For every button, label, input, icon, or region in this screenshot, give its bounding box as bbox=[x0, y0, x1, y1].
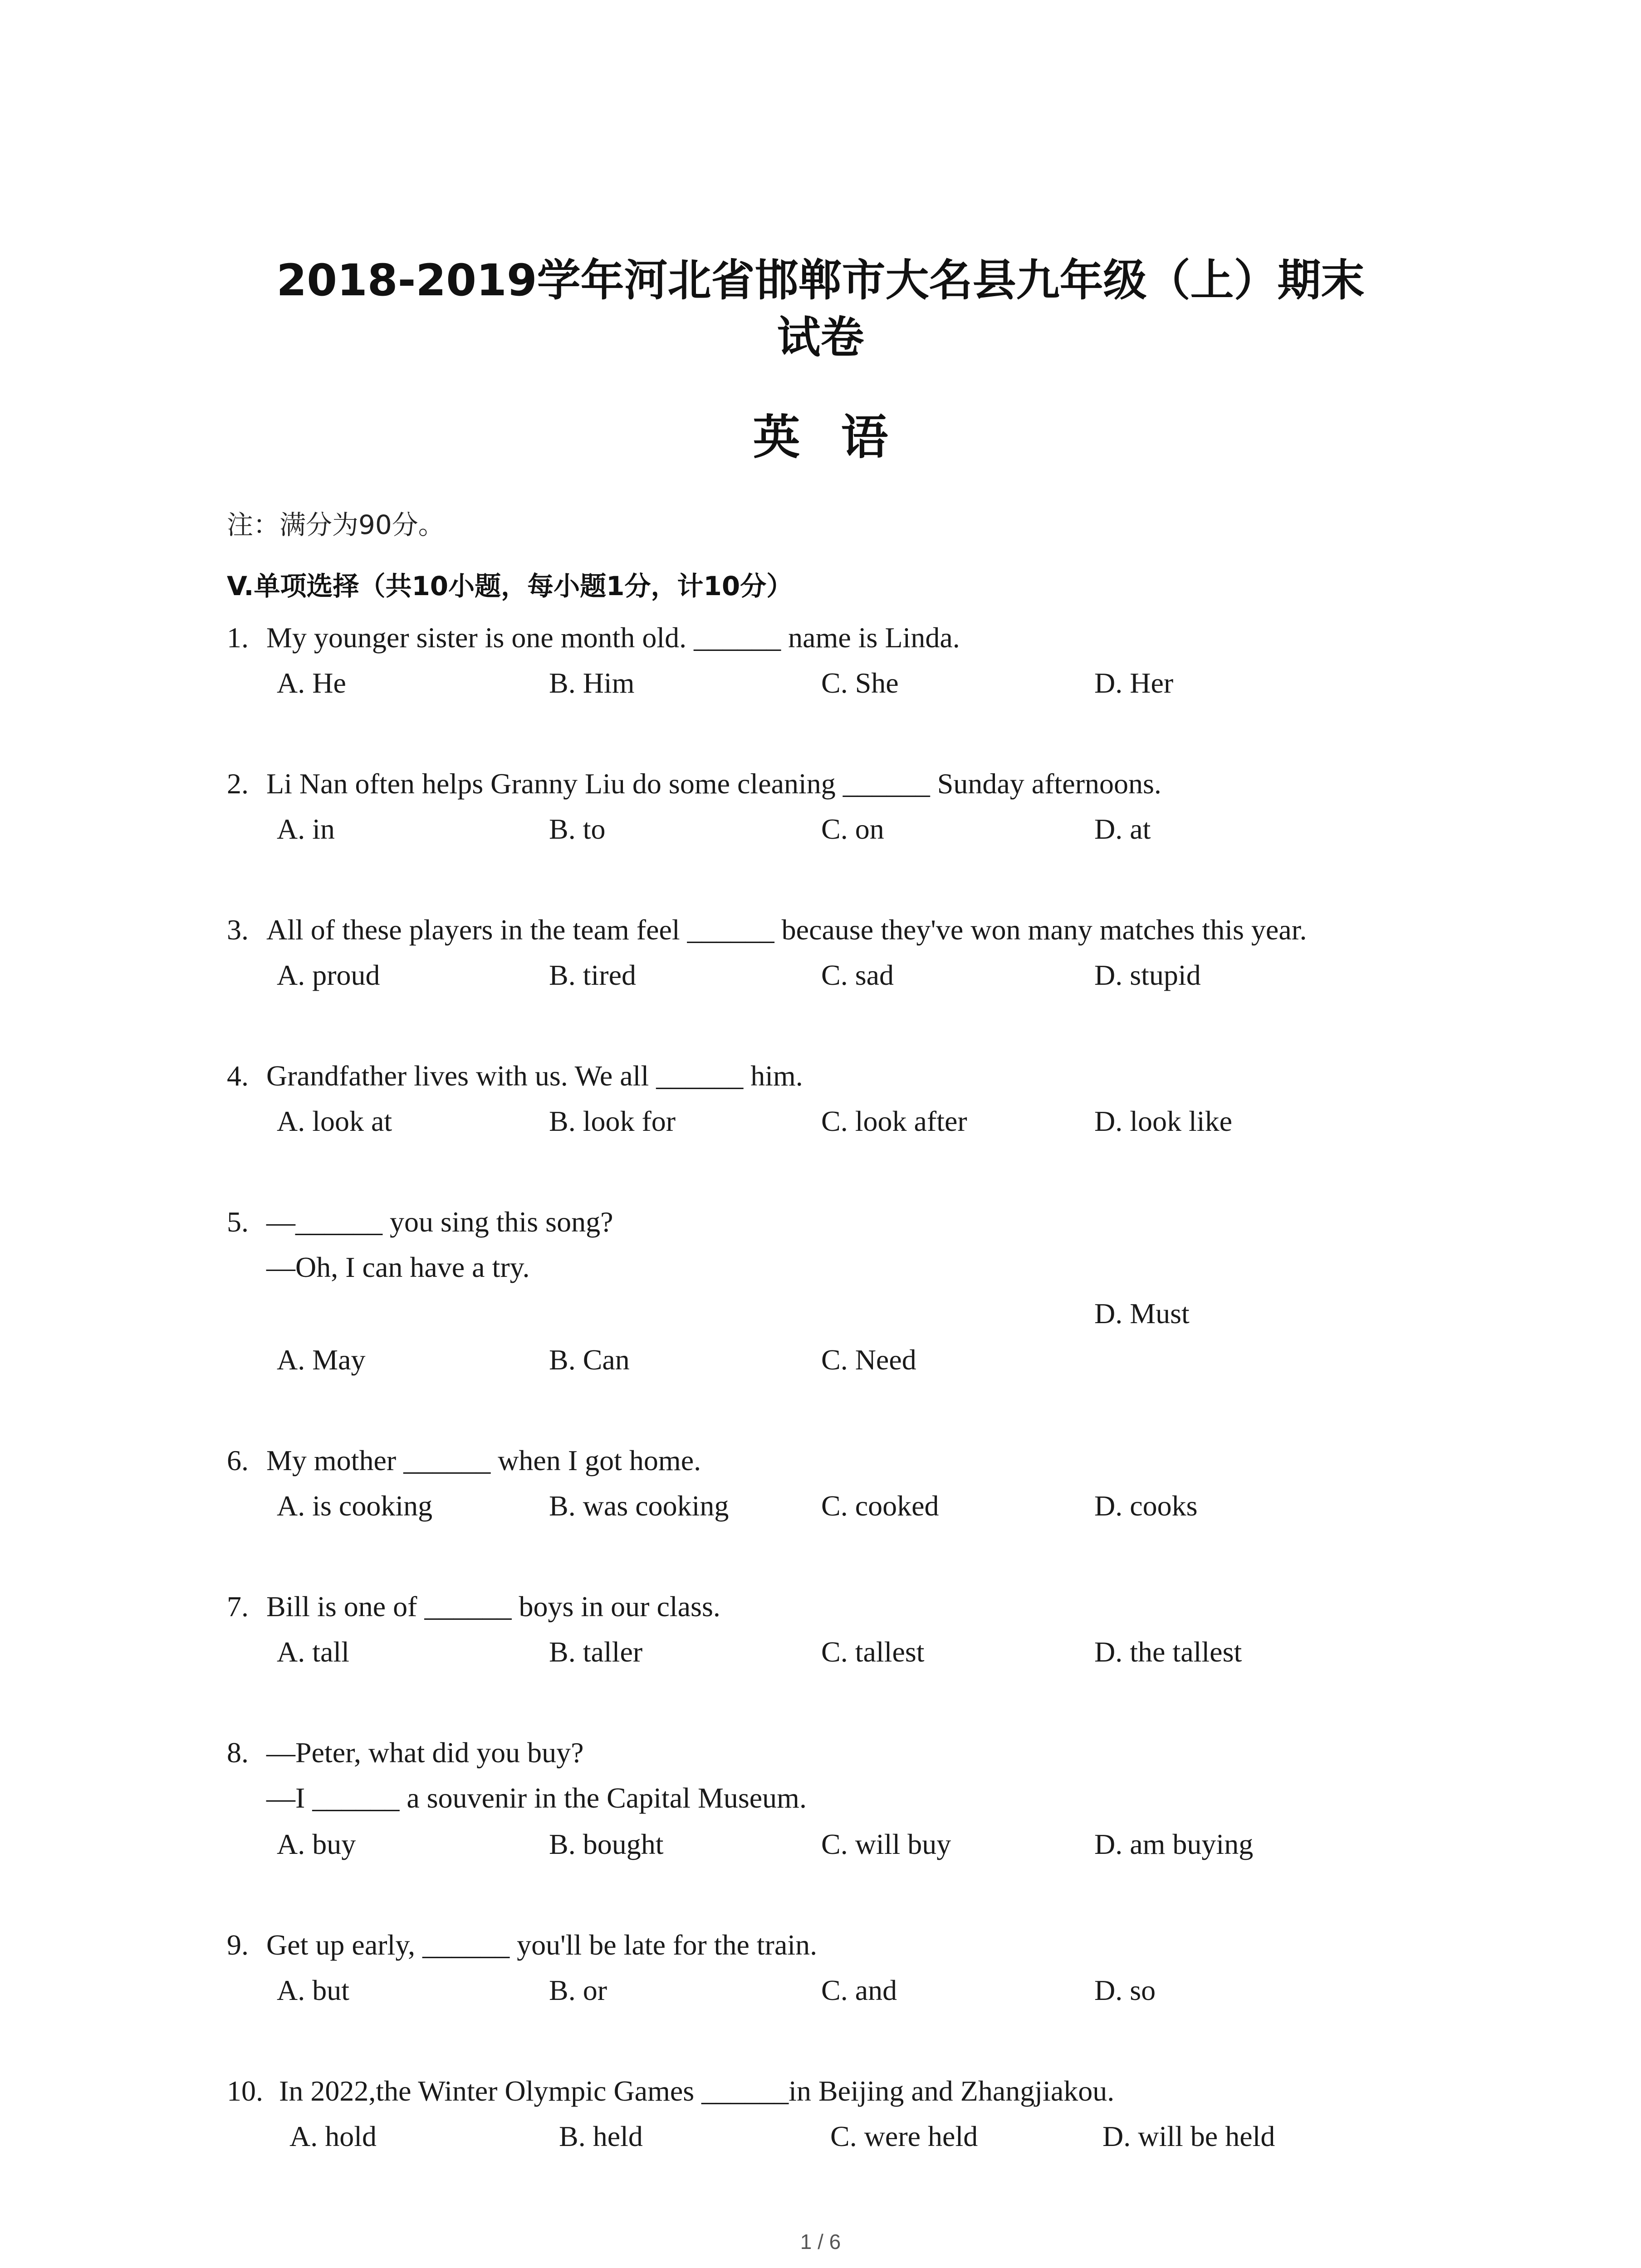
question-stem: Bill is one of ______ boys in our class. bbox=[266, 1590, 720, 1623]
question-number: 7. bbox=[227, 1590, 249, 1623]
question-number: 5. bbox=[227, 1206, 249, 1238]
option-c: C. tallest bbox=[821, 1636, 925, 1668]
question-number: 4. bbox=[227, 1060, 249, 1092]
option-d: D. at bbox=[1094, 813, 1151, 845]
option-c: C. She bbox=[821, 667, 899, 699]
option-c: C. will buy bbox=[821, 1828, 951, 1860]
score-note: 注：满分为90分。 bbox=[227, 509, 445, 540]
option-d: D. Her bbox=[1094, 667, 1174, 699]
option-d: D. cooks bbox=[1094, 1490, 1198, 1522]
option-d: D. look like bbox=[1094, 1105, 1232, 1137]
option-c: C. look after bbox=[821, 1105, 967, 1137]
question-number: 3. bbox=[227, 914, 249, 946]
option-c: C. sad bbox=[821, 959, 894, 991]
option-d: D. am buying bbox=[1094, 1828, 1254, 1860]
question-stem: Li Nan often helps Granny Liu do some cleaning ______ Sunday afternoons. bbox=[266, 767, 1161, 800]
option-c: C. cooked bbox=[821, 1490, 939, 1522]
option-a: A. but bbox=[277, 1974, 349, 2006]
option-b: B. Him bbox=[549, 667, 635, 699]
option-d: D. Must bbox=[1094, 1297, 1190, 1330]
option-a: A. hold bbox=[289, 2120, 377, 2152]
question-stem: My mother ______ when I got home. bbox=[266, 1444, 701, 1476]
option-d: D. stupid bbox=[1094, 959, 1201, 991]
question-stem: In 2022,the Winter Olympic Games ______in Beijing and Zhangjiakou. bbox=[279, 2075, 1115, 2107]
exam-title-line1: 2018-2019学年河北省邯郸市大名县九年级（上）期末 bbox=[276, 255, 1365, 306]
option-a: A. look at bbox=[277, 1105, 392, 1137]
question-stem: —Peter, what did you buy? bbox=[266, 1736, 584, 1769]
option-b: B. to bbox=[549, 813, 606, 845]
option-a: A. is cooking bbox=[277, 1490, 433, 1522]
option-c: C. Need bbox=[821, 1344, 916, 1376]
question-stem: All of these players in the team feel ______ because they've won many matches this year. bbox=[266, 914, 1307, 946]
option-a: A. He bbox=[277, 667, 346, 699]
option-b: B. bought bbox=[549, 1828, 664, 1860]
option-a: A. in bbox=[277, 813, 335, 845]
option-d: D. will be held bbox=[1102, 2120, 1275, 2152]
option-a: A. tall bbox=[277, 1636, 349, 1668]
question-stem-reply: —Oh, I can have a try. bbox=[266, 1251, 530, 1283]
option-c: C. were held bbox=[830, 2120, 978, 2152]
exam-title bbox=[136, 252, 1505, 366]
subject-heading: 英语 bbox=[753, 410, 929, 465]
option-a: A. May bbox=[277, 1344, 366, 1376]
question-number: 1. bbox=[227, 621, 249, 654]
section-heading: V.单项选择（共10小题，每小题1分，计10分） bbox=[227, 571, 793, 601]
option-b: B. Can bbox=[549, 1344, 630, 1376]
option-c: C. on bbox=[821, 813, 884, 845]
option-b: B. tired bbox=[549, 959, 636, 991]
question-stem: Get up early, ______ you'll be late for the train. bbox=[266, 1929, 818, 1961]
option-d: D. the tallest bbox=[1094, 1636, 1242, 1668]
question-number: 6. bbox=[227, 1444, 249, 1476]
option-b: B. taller bbox=[549, 1636, 643, 1668]
option-a: A. buy bbox=[277, 1828, 356, 1860]
option-c: C. and bbox=[821, 1974, 897, 2006]
question-number: 2. bbox=[227, 767, 249, 800]
question-stem: My younger sister is one month old. ______ name is Linda. bbox=[266, 621, 960, 654]
page-number: 1 / 6 bbox=[800, 2230, 841, 2253]
option-a: A. proud bbox=[277, 959, 380, 991]
option-b: B. was cooking bbox=[549, 1490, 729, 1522]
exam-title-line2: 试卷 bbox=[777, 312, 864, 363]
question-number: 9. bbox=[227, 1929, 249, 1961]
option-d: D. so bbox=[1094, 1974, 1156, 2006]
question-number: 10. bbox=[227, 2075, 263, 2107]
option-b: B. look for bbox=[549, 1105, 676, 1137]
question-stem-reply: —I ______ a souvenir in the Capital Museum. bbox=[266, 1782, 807, 1814]
option-b: B. or bbox=[549, 1974, 607, 2006]
question-number: 8. bbox=[227, 1736, 249, 1769]
question-stem: —______ you sing this song? bbox=[266, 1206, 613, 1238]
option-b: B. held bbox=[559, 2120, 643, 2152]
question-stem: Grandfather lives with us. We all ______ him. bbox=[266, 1060, 803, 1092]
